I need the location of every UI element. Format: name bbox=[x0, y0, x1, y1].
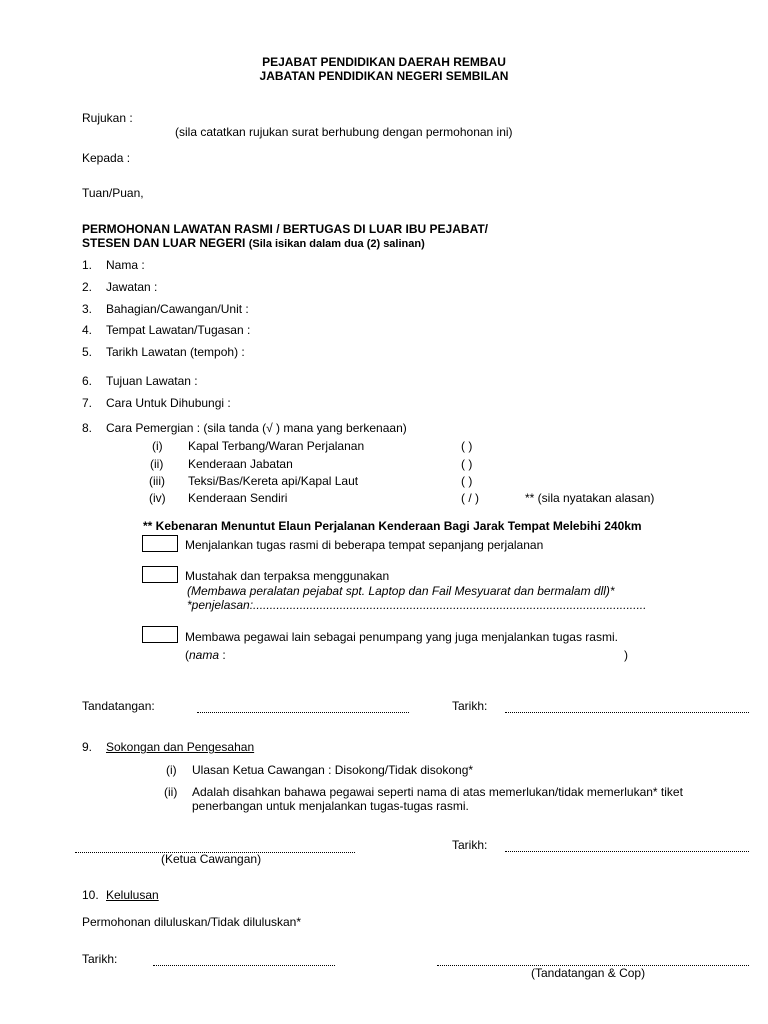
item-4-label: Tempat Lawatan/Tugasan : bbox=[106, 323, 251, 337]
transport-i-mark: ( ) bbox=[461, 439, 473, 453]
salutation: Tuan/Puan, bbox=[82, 186, 144, 200]
transport-iv-label: Kenderaan Sendiri bbox=[188, 491, 288, 505]
tandatangan-cop-label: (Tandatangan & Cop) bbox=[531, 966, 646, 980]
section-9-i-roman: (i) bbox=[166, 763, 177, 777]
section-9-i-text: Ulasan Ketua Cawangan : Disokong/Tidak disokong* bbox=[192, 763, 474, 777]
kebenaran-option-2-penjelasan: *penjelasan:...................................................................................................................... bbox=[187, 598, 647, 612]
item-8-num: 8. bbox=[82, 421, 93, 435]
section-9-ii-roman: (ii) bbox=[164, 785, 178, 799]
transport-ii-label: Kenderaan Jabatan bbox=[188, 457, 293, 471]
nama-colon: : bbox=[219, 648, 226, 662]
item-7-num: 7. bbox=[82, 396, 93, 410]
header-line2: JABATAN PENDIDIKAN NEGERI SEMBILAN bbox=[259, 69, 509, 83]
tandatangan-line[interactable] bbox=[197, 712, 409, 713]
tandatangan-label: Tandatangan: bbox=[82, 699, 155, 713]
transport-iii-roman: (iii) bbox=[149, 474, 165, 488]
kebenaran-option-2-detail: (Membawa peralatan pejabat spt. Laptop dan Fail Mesyuarat dan bermalam dll)* bbox=[187, 584, 615, 598]
kebenaran-checkbox-1[interactable] bbox=[142, 535, 178, 552]
kebenaran-option-2: Mustahak dan terpaksa menggunakan bbox=[185, 569, 390, 583]
transport-iv-mark: ( / ) bbox=[461, 491, 479, 505]
transport-ii-mark: ( ) bbox=[461, 457, 473, 471]
rujukan-note: (sila catatkan rujukan surat berhubung dengan permohonan ini) bbox=[175, 125, 513, 139]
item-2-label: Jawatan : bbox=[106, 280, 158, 294]
nama-close-paren: ) bbox=[624, 648, 628, 662]
transport-iii-label: Teksi/Bas/Kereta api/Kapal Laut bbox=[188, 474, 359, 488]
kebenaran-checkbox-3[interactable] bbox=[142, 626, 178, 643]
form-title-bold: STESEN DAN LUAR NEGERI bbox=[82, 236, 246, 250]
transport-i-roman: (i) bbox=[152, 439, 163, 453]
nama-label: nama bbox=[189, 648, 220, 662]
tarikh-label-2: Tarikh: bbox=[452, 838, 488, 852]
kebenaran-checkbox-2[interactable] bbox=[142, 566, 178, 583]
kebenaran-heading: ** Kebenaran Menuntut Elaun Perjalanan Kenderaan Bagi Jarak Tempat Melebihi 240km bbox=[143, 519, 642, 533]
item-3-label: Bahagian/Cawangan/Unit : bbox=[106, 302, 249, 316]
item-3-num: 3. bbox=[82, 302, 93, 316]
form-title-note: (Sila isikan dalam dua (2) salinan) bbox=[248, 238, 425, 250]
header-line1: PEJABAT PENDIDIKAN DAERAH REMBAU bbox=[262, 55, 506, 69]
section-10-title: Kelulusan bbox=[106, 888, 159, 902]
section-9-ii-line1: Adalah disahkan bahawa pegawai seperti nama di atas memerlukan/tidak memerlukan* tiket bbox=[192, 785, 683, 799]
section-10-num: 10. bbox=[82, 888, 99, 902]
section-9-num: 9. bbox=[82, 740, 93, 754]
tarikh-line-2[interactable] bbox=[505, 851, 749, 852]
transport-iv-roman: (iv) bbox=[149, 491, 166, 505]
kebenaran-option-1: Menjalankan tugas rasmi di beberapa tempat sepanjang perjalanan bbox=[185, 538, 544, 552]
kebenaran-option-3-nama bbox=[185, 648, 226, 662]
nama-open-paren: ( bbox=[185, 648, 189, 662]
section-9-title: Sokongan dan Pengesahan bbox=[106, 740, 255, 754]
tarikh-label-1: Tarikh: bbox=[452, 699, 488, 713]
transport-ii-roman: (ii) bbox=[150, 457, 164, 471]
kepada-label: Kepada : bbox=[82, 151, 131, 165]
item-5-num: 5. bbox=[82, 345, 93, 359]
transport-iii-mark: ( ) bbox=[461, 474, 473, 488]
tarikh-line-3[interactable] bbox=[153, 965, 335, 966]
kebenaran-option-3: Membawa pegawai lain sebagai penumpang yang juga menjalankan tugas rasmi. bbox=[185, 630, 618, 644]
item-4-num: 4. bbox=[82, 323, 93, 337]
transport-iv-note: ** (sila nyatakan alasan) bbox=[525, 491, 655, 505]
rujukan-label: Rujukan : bbox=[82, 111, 133, 125]
section-9-ii-line2: penerbangan untuk menjalankan tugas-tugas rasmi. bbox=[192, 799, 469, 813]
item-2-num: 2. bbox=[82, 280, 93, 294]
tarikh-line-1[interactable] bbox=[505, 712, 749, 713]
item-8-label: Cara Pemergian : (sila tanda (√ ) mana yang berkenaan) bbox=[106, 421, 407, 435]
item-5-label: Tarikh Lawatan (tempoh) : bbox=[106, 345, 245, 359]
ketua-cawangan-label: (Ketua Cawangan) bbox=[161, 852, 262, 866]
form-title-line2 bbox=[82, 236, 425, 251]
item-6-label: Tujuan Lawatan : bbox=[106, 374, 198, 388]
item-1-num: 1. bbox=[82, 258, 93, 272]
form-title-line1: PERMOHONAN LAWATAN RASMI / BERTUGAS DI LUAR IBU PEJABAT/ bbox=[82, 222, 489, 236]
item-6-num: 6. bbox=[82, 374, 93, 388]
kelulusan-text: Permohonan diluluskan/Tidak diluluskan* bbox=[82, 915, 302, 929]
item-7-label: Cara Untuk Dihubungi : bbox=[106, 396, 231, 410]
item-1-label: Nama : bbox=[106, 258, 145, 272]
tarikh-label-3: Tarikh: bbox=[82, 952, 118, 966]
transport-i-label: Kapal Terbang/Waran Perjalanan bbox=[188, 439, 365, 453]
